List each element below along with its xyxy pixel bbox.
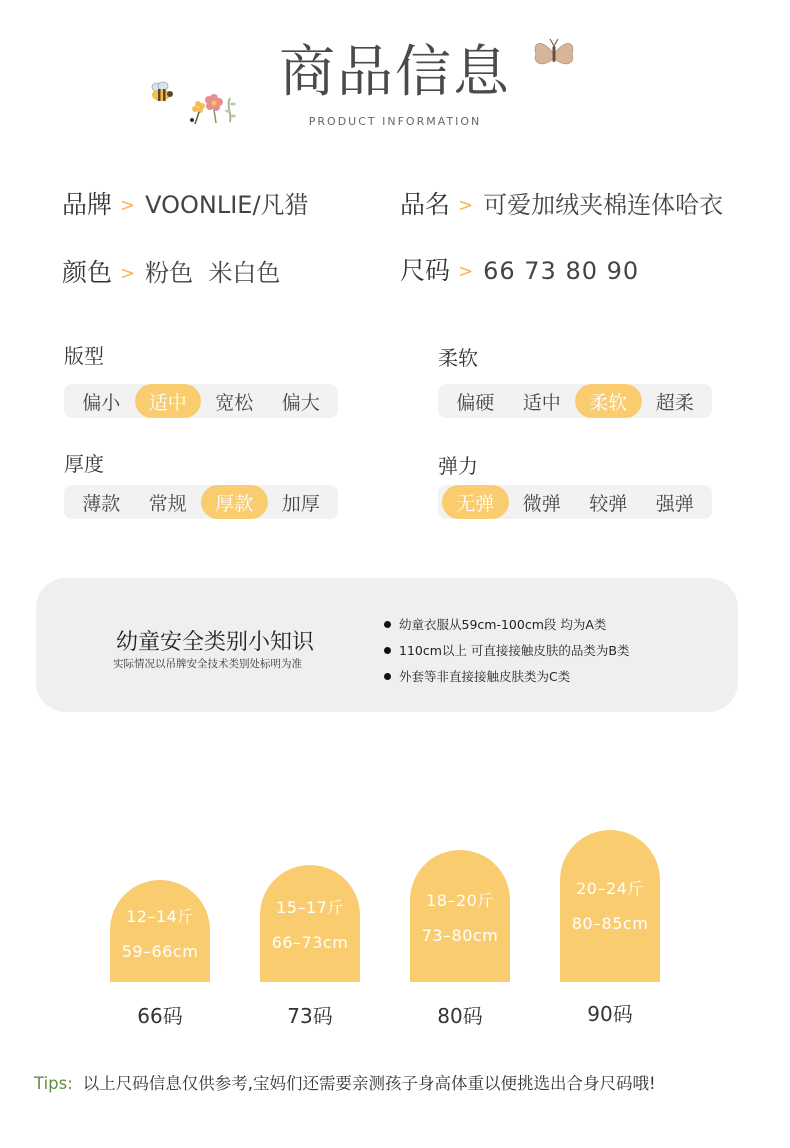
thickness-selector bbox=[64, 485, 338, 519]
size-card-80 bbox=[410, 850, 510, 982]
size-weight: 12–14斤 bbox=[126, 907, 194, 926]
color-value: 粉色 米白色 bbox=[145, 259, 281, 287]
softness-selector bbox=[438, 384, 712, 418]
softness-option: 超柔 bbox=[655, 391, 694, 414]
product-name-row bbox=[400, 188, 723, 225]
size-label-90: 90码 bbox=[587, 1002, 633, 1026]
size-value: 66 73 80 90 bbox=[483, 257, 640, 285]
thickness-title: 厚度 bbox=[64, 452, 104, 476]
elasticity-option: 强弹 bbox=[655, 492, 694, 515]
bullet-dot-icon bbox=[384, 621, 391, 628]
bullet-dot-icon bbox=[384, 647, 391, 654]
size-label-80: 80码 bbox=[437, 1004, 483, 1028]
softness-option: 适中 bbox=[522, 391, 561, 414]
tips-label: Tips: bbox=[34, 1074, 73, 1093]
size-card-66 bbox=[110, 880, 210, 982]
tips-note bbox=[34, 1070, 656, 1094]
safety-knowledge-subtitle: 实际情况以吊牌安全技术类别处标明为准 bbox=[113, 658, 302, 670]
softness-option: 偏硬 bbox=[456, 391, 495, 414]
chevron-right-icon: > bbox=[120, 263, 136, 284]
product-name-label: 品名 bbox=[400, 190, 451, 219]
size-height: 59–66cm bbox=[121, 942, 199, 961]
softness-option: 柔软 bbox=[575, 384, 642, 418]
thickness-option: 厚款 bbox=[201, 485, 268, 519]
fit-selector bbox=[64, 384, 338, 418]
size-card-90 bbox=[560, 830, 660, 982]
elasticity-option: 无弹 bbox=[442, 485, 509, 519]
size-weight: 15–17斤 bbox=[276, 898, 344, 917]
bullet-dot-icon bbox=[384, 673, 391, 680]
size-weight: 20–24斤 bbox=[576, 879, 644, 898]
thickness-option: 薄款 bbox=[82, 492, 121, 515]
elasticity-option: 较弹 bbox=[589, 492, 628, 515]
thickness-option: 加厚 bbox=[281, 492, 320, 515]
product-name-value: 可爱加绒夹棉连体哈衣 bbox=[483, 191, 724, 219]
thickness-option: 常规 bbox=[148, 492, 187, 515]
size-label-66: 66码 bbox=[137, 1004, 183, 1028]
chevron-right-icon: > bbox=[458, 195, 474, 216]
safety-knowledge-title: 幼童安全类别小知识 bbox=[116, 630, 315, 655]
fit-option: 偏小 bbox=[82, 391, 121, 414]
color-label: 颜色 bbox=[62, 258, 113, 287]
size-label-73: 73码 bbox=[287, 1004, 333, 1028]
size-height: 73–80cm bbox=[421, 926, 499, 945]
fit-option: 偏大 bbox=[281, 391, 320, 414]
list-item: 外套等非直接接触皮肤类为C类 bbox=[384, 664, 629, 690]
color-row bbox=[62, 256, 280, 293]
chevron-right-icon: > bbox=[458, 261, 474, 282]
fit-option: 适中 bbox=[135, 384, 202, 418]
size-height: 80–85cm bbox=[571, 914, 649, 933]
list-item: 幼童衣服从59cm-100cm段 均为A类 bbox=[384, 612, 629, 638]
list-item: 110cm以上 可直接接触皮肤的品类为B类 bbox=[384, 638, 629, 664]
elasticity-title: 弹力 bbox=[438, 454, 478, 478]
elasticity-selector bbox=[438, 485, 712, 519]
brand-row bbox=[62, 188, 309, 225]
brand-label: 品牌 bbox=[62, 190, 113, 219]
fit-title: 版型 bbox=[64, 344, 104, 368]
fit-option: 宽松 bbox=[215, 391, 254, 414]
chevron-right-icon: > bbox=[120, 195, 136, 216]
size-row bbox=[400, 254, 639, 291]
softness-title: 柔软 bbox=[438, 346, 478, 370]
size-weight: 18–20斤 bbox=[426, 891, 494, 910]
size-label: 尺码 bbox=[400, 256, 451, 285]
size-card-73 bbox=[260, 865, 360, 982]
page-subtitle: PRODUCT INFORMATION bbox=[308, 115, 482, 128]
page-title: 商品信息 bbox=[279, 40, 511, 105]
size-height: 66–73cm bbox=[271, 933, 349, 952]
safety-bullet-list bbox=[384, 612, 629, 690]
tips-text: 以上尺码信息仅供参考,宝妈们还需要亲测孩子身高体重以便挑选出合身尺码哦! bbox=[82, 1074, 656, 1093]
elasticity-option: 微弹 bbox=[522, 492, 561, 515]
brand-value: VOONLIE/凡猎 bbox=[145, 191, 309, 219]
